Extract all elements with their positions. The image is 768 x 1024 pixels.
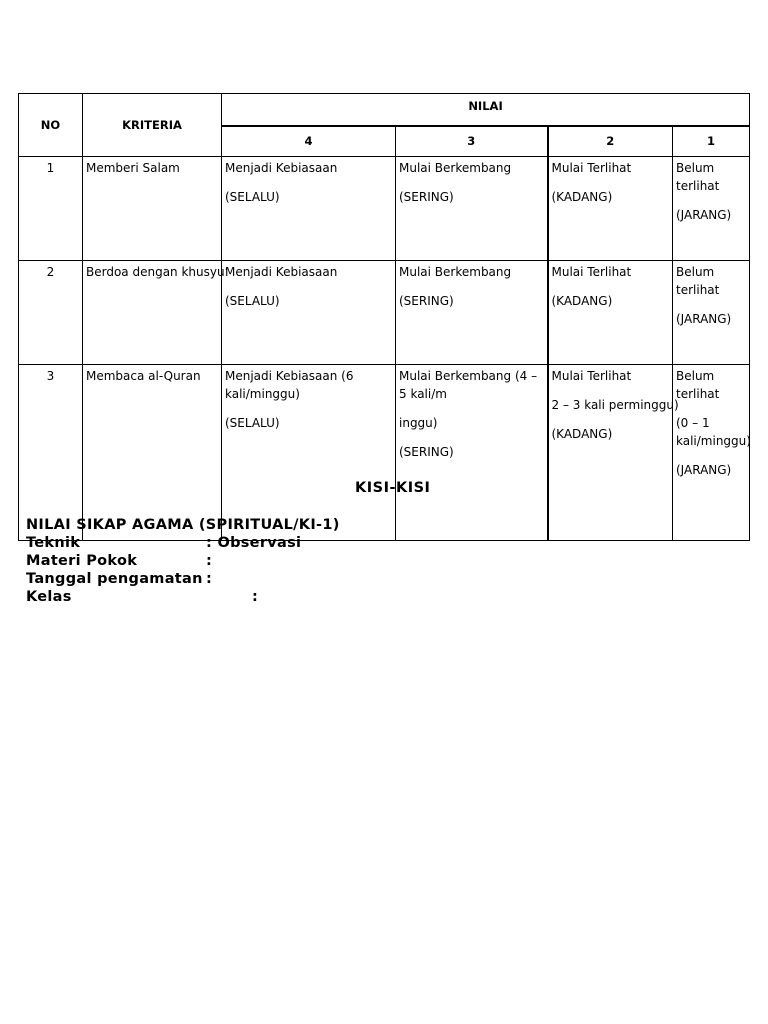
cell-text: (SERING): [399, 445, 454, 459]
field-label: Teknik: [26, 535, 81, 551]
cell-text: Mulai Terlihat: [551, 369, 632, 383]
field-value: :: [206, 553, 213, 569]
field-label: Tanggal pengamatan: [26, 571, 203, 587]
cell-text: Mulai Berkembang: [399, 161, 512, 175]
cell-text: (JARANG): [676, 463, 732, 477]
cell-text: 2 – 3 kali perminggu): [551, 398, 679, 412]
cell-text: Mulai Terlihat: [551, 265, 632, 279]
row-number: 3: [46, 369, 55, 383]
cell-text: Mulai Berkembang (4 – 5 kali/m: [399, 369, 538, 401]
cell-text: (SELALU): [225, 190, 280, 204]
cell-text: (0 – 1 kali/minggu): [676, 416, 751, 448]
row-criteria: Memberi Salam: [86, 161, 180, 175]
cell-text: (SERING): [399, 190, 454, 204]
header-score-2: 2: [548, 126, 673, 157]
header-no: NO: [19, 94, 83, 157]
field-label: Materi Pokok: [26, 553, 138, 569]
header-kriteria: KRITERIA: [83, 94, 222, 157]
cell-text: Menjadi Kebiasaan (6 kali/minggu): [225, 369, 354, 401]
header-score-3: 3: [396, 126, 548, 157]
field-value: :: [206, 571, 213, 587]
row-number: 2: [46, 265, 55, 279]
header-nilai: NILAI: [222, 94, 750, 126]
row-number: 1: [46, 161, 55, 175]
row-criteria: Membaca al-Quran: [86, 369, 201, 383]
cell-text: Mulai Berkembang: [399, 265, 512, 279]
assessment-table: [18, 93, 750, 541]
cell-text: (SELALU): [225, 416, 280, 430]
header-score-1: 1: [673, 126, 750, 157]
field-label: Kelas: [26, 589, 72, 605]
cell-text: (KADANG): [551, 190, 613, 204]
cell-text: (KADANG): [551, 427, 613, 441]
header-score-4: 4: [222, 126, 396, 157]
field-value: : Observasi: [206, 535, 302, 551]
cell-text: Belum terlihat: [676, 369, 720, 401]
field-value: :: [252, 589, 259, 605]
cell-text: (JARANG): [676, 208, 732, 222]
table-row: [19, 261, 750, 365]
table-row: [19, 157, 750, 261]
cell-text: (KADANG): [551, 294, 613, 308]
cell-text: Mulai Terlihat: [551, 161, 632, 175]
table-row: [19, 365, 750, 541]
cell-text: inggu): [399, 416, 438, 430]
cell-text: (SELALU): [225, 294, 280, 308]
row-criteria: Berdoa dengan khusyu’: [86, 265, 229, 279]
page-subtitle: NILAI SIKAP AGAMA (SPIRITUAL/KI-1): [26, 517, 340, 533]
cell-text: Menjadi Kebiasaan: [225, 161, 338, 175]
cell-text: (JARANG): [676, 312, 732, 326]
cell-text: (SERING): [399, 294, 454, 308]
cell-text: Menjadi Kebiasaan: [225, 265, 338, 279]
cell-text: Belum terlihat: [676, 265, 720, 297]
page-title: KISI-KISI: [355, 480, 431, 496]
cell-text: Belum terlihat: [676, 161, 720, 193]
